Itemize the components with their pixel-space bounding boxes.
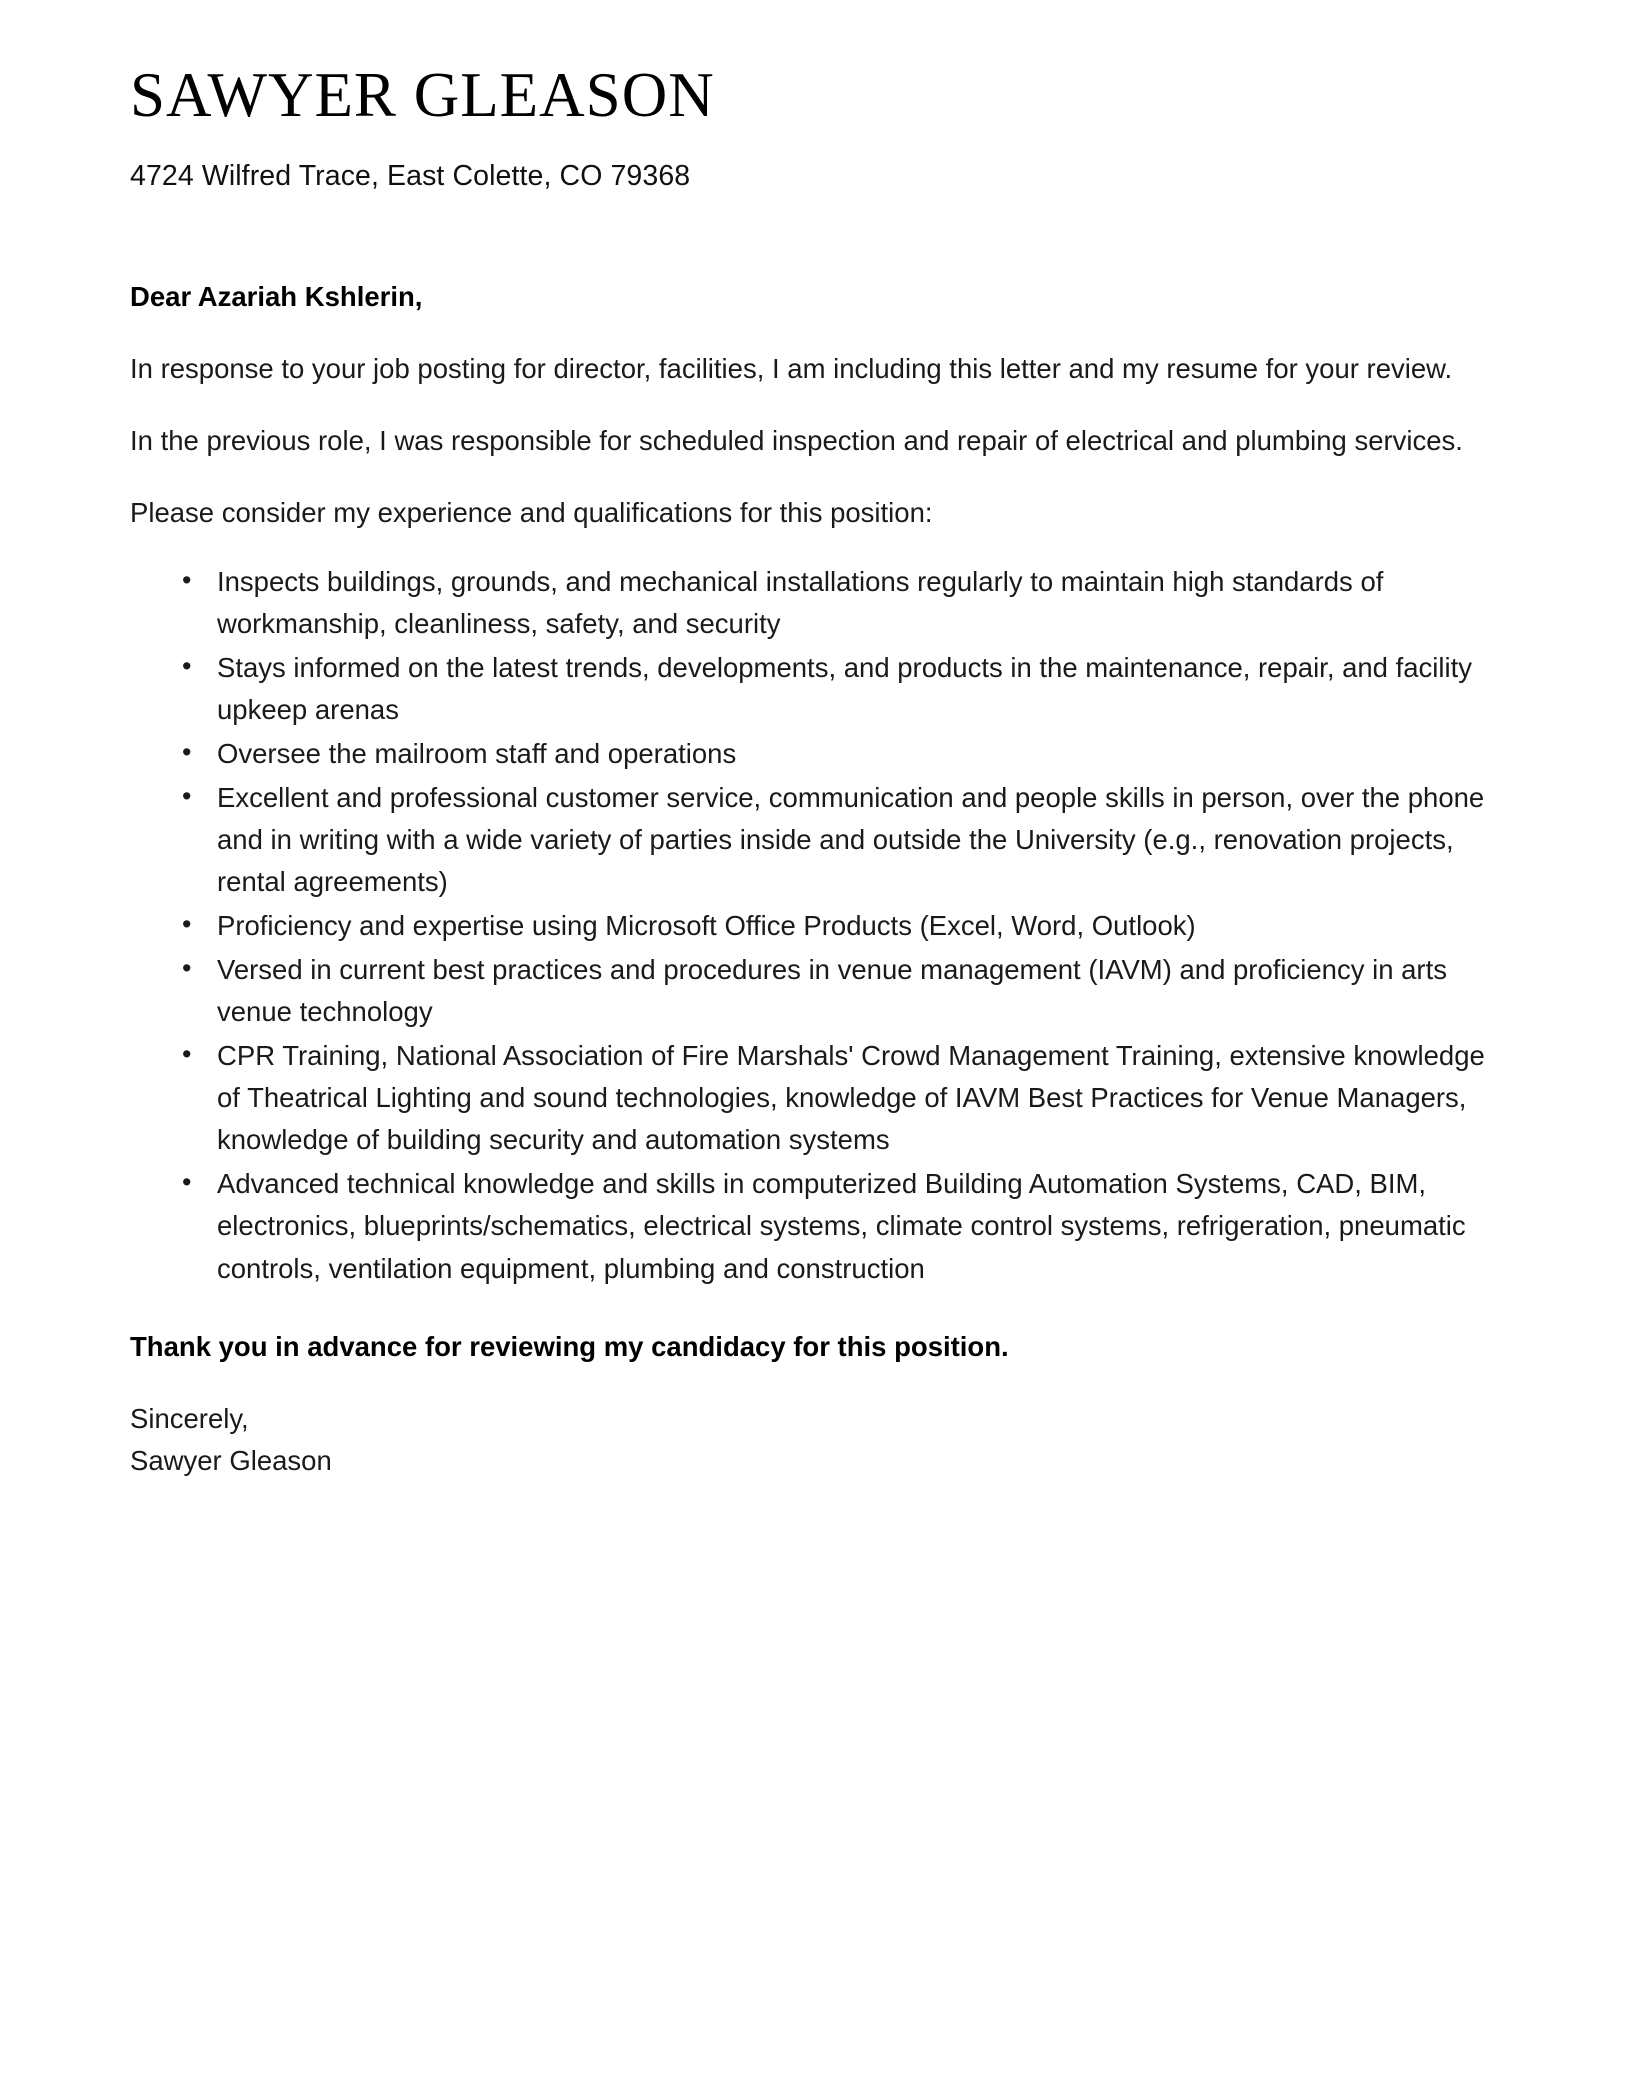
body-paragraph-2: In the previous role, I was responsible for scheduled inspection and repair of electrical and plumbing services.: [130, 425, 1463, 457]
list-item: • Advanced technical knowledge and skills in computerized Building Automation Systems, CAD, BIM, electronics, blueprints/schematics, electrical systems, climate control systems, refrigeration, pneumatic controls, ventilation equipment, plumbing and construction: [182, 1163, 1490, 1289]
salutation: Dear Azariah Kshlerin,: [130, 281, 423, 313]
valediction: Sincerely,: [130, 1402, 249, 1434]
body-paragraph-3: Please consider my experience and qualifications for this position:: [130, 497, 933, 529]
closing-statement: Thank you in advance for reviewing my candidacy for this position.: [130, 1330, 1009, 1362]
list-item: • Oversee the mailroom staff and operations: [182, 733, 1490, 775]
qualifications-list: [130, 561, 1490, 1290]
list-item: • Proficiency and expertise using Microsoft Office Products (Excel, Word, Outlook): [182, 905, 1490, 947]
body-paragraph-1: In response to your job posting for director, facilities, I am including this letter and my resume for your review.: [130, 353, 1453, 385]
letter-header: [130, 0, 1490, 197]
signature-name: Sawyer Gleason: [130, 1444, 332, 1476]
letter-content: [130, 0, 1490, 1481]
list-item: • CPR Training, National Association of Fire Marshals' Crowd Management Training, extensive knowledge of Theatrical Lighting and sound technologies, knowledge of IAVM Best Practices for Venue Managers, knowledge of building security and automation systems: [182, 1035, 1490, 1161]
letter-body: [130, 197, 1490, 1481]
list-item: • Inspects buildings, grounds, and mechanical installations regularly to maintain high standards of workmanship, cleanliness, safety, and security: [182, 561, 1490, 645]
list-item: • Stays informed on the latest trends, developments, and products in the maintenance, repair, and facility upkeep arenas: [182, 647, 1490, 731]
contact-address: 4724 Wilfred Trace, East Colette, CO 79368: [130, 159, 691, 192]
signature-block: [130, 1398, 1490, 1482]
list-item: • Versed in current best practices and procedures in venue management (IAVM) and proficiency in arts venue technology: [182, 949, 1490, 1033]
page-title: SAWYER GLEASON: [130, 60, 715, 130]
list-item: • Excellent and professional customer service, communication and people skills in person, over the phone and in writing with a wide variety of parties inside and outside the University (e.g., renovation projects, rental agreements): [182, 777, 1490, 903]
